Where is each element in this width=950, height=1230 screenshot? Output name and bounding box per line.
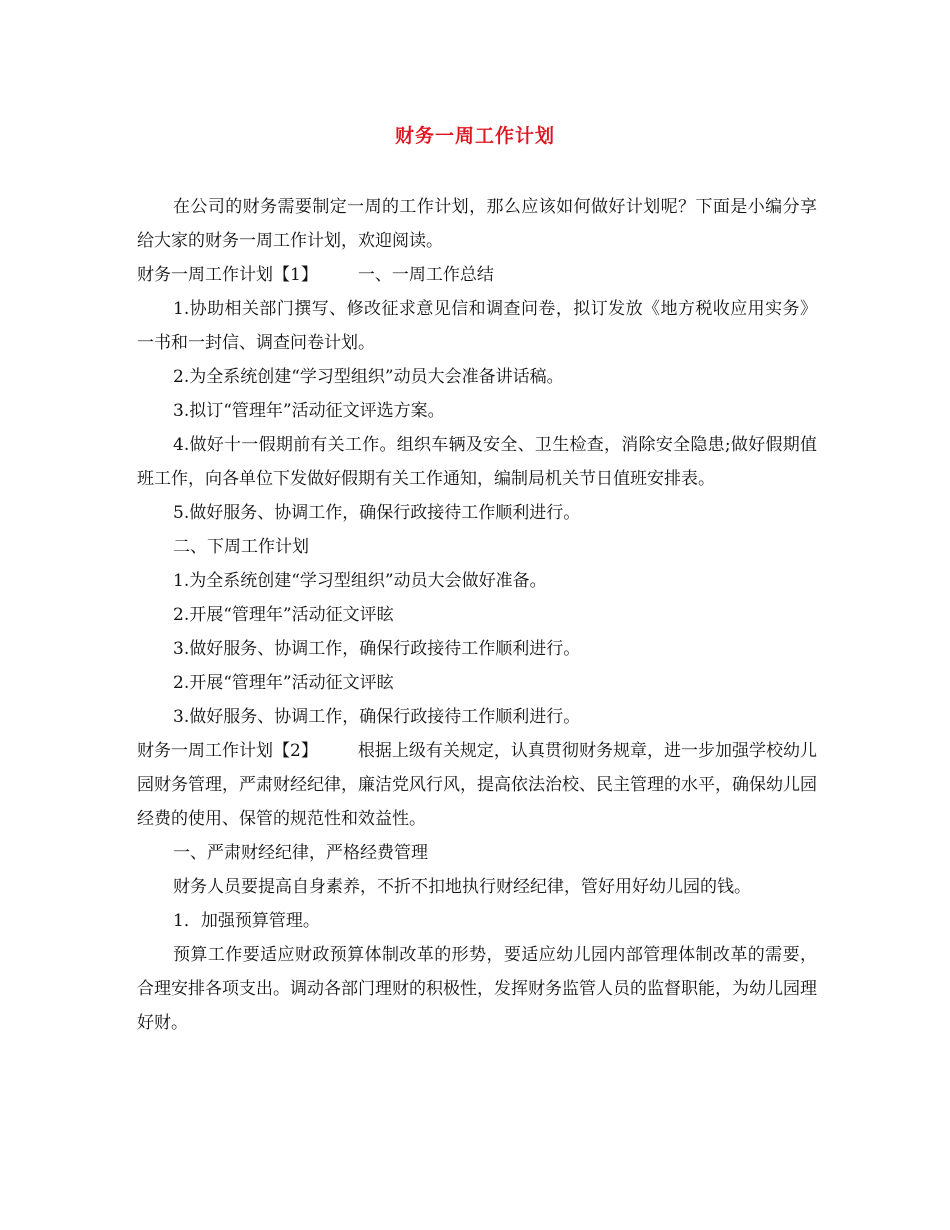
document-title: 财务一周工作计划 — [394, 125, 555, 147]
section-2-text: 根据上级有关规定，认真贯彻财务规章，进一步加强学校幼儿园财务管理，严肃财经纪律，廉洁党风行风，提高依法治校、民主管理的水平，确保幼儿园经费的使用、保管的规范性和效益性。 — [137, 741, 817, 829]
section-2-heading: 财务一周工作计划【2】 — [137, 741, 318, 761]
paragraph-item: 2.开展“管理年”活动征文评眩 — [173, 605, 394, 625]
section-2-paragraph — [137, 734, 817, 836]
paragraph-item: 1．加强预算管理。 — [173, 911, 320, 931]
paragraph-item: 3.做好服务、协调工作，确保行政接待工作顺利进行。 — [173, 639, 581, 659]
paragraph-item: 3.拟订“管理年”活动征文评选方案。 — [173, 401, 445, 421]
intro-paragraph: 在公司的财务需要制定一周的工作计划，那么应该如何做好计划呢？下面是小编分享给大家的财务一周工作计划，欢迎阅读。 — [137, 197, 817, 251]
paragraph-heading: 二、下周工作计划 — [173, 537, 309, 557]
paragraph-item: 1.协助相关部门撰写、修改征求意见信和调查问卷，拟订发放《地方税收应用实务》一书和一封信、调查问卷计划。 — [137, 299, 817, 353]
paragraph-item: 1.为全系统创建“学习型组织”动员大会做好准备。 — [173, 571, 547, 591]
section-1-heading: 财务一周工作计划【1】 — [137, 265, 318, 285]
paragraph-item: 财务人员要提高自身素养，不折不扣地执行财经纪律，管好用好幼儿园的钱。 — [173, 877, 751, 897]
paragraph-item: 4.做好十一假期前有关工作。组织车辆及安全、卫生检查，消除安全隐患;做好假期值班工作，向各单位下发做好假期有关工作通知，编制局机关节日值班安排表。 — [137, 435, 817, 489]
section-1-subheading: 一、一周工作总结 — [357, 265, 494, 285]
paragraph-item: 预算工作要适应财政预算体制改革的形势，要适应幼儿园内部管理体制改革的需要，合理安排各项支出。调动各部门理财的积极性，发挥财务监管人员的监督职能，为幼儿园理好财。 — [137, 945, 817, 1033]
paragraph-heading: 一、严肃财经纪律，严格经费管理 — [173, 843, 428, 863]
document-body — [137, 190, 817, 1040]
paragraph-item: 3.做好服务、协调工作，确保行政接待工作顺利进行。 — [173, 707, 581, 727]
paragraph-item: 2.开展“管理年”活动征文评眩 — [173, 673, 394, 693]
paragraph-item: 2.为全系统创建“学习型组织”动员大会准备讲话稿。 — [173, 367, 564, 387]
paragraph-item: 5.做好服务、协调工作，确保行政接待工作顺利进行。 — [173, 503, 581, 523]
section-1-line — [137, 258, 817, 292]
